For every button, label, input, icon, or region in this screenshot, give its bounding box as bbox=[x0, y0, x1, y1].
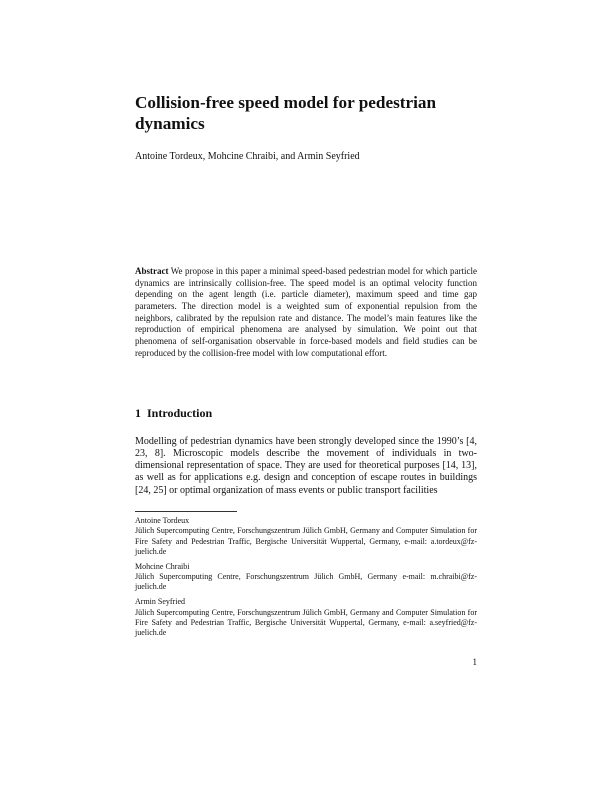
footnote-author bbox=[135, 597, 477, 638]
page-number: 1 bbox=[472, 657, 477, 667]
abstract-text: We propose in this paper a minimal speed-based pedestrian model for which particle dynamics are intrinsically collision-free. The speed model is an optimal velocity function depending on the agent length (i.e. particle diameter), maximum speed and time gap parameters. The direction model is a weighted sum of exponential repulsion from the neighbors, calibrated by the repulsion rate and distance. The model’s main features like the reproduction of empirical phenomena are analysed by simulation. We point out that phenomena of self-organisation observable in force-based models and field studies can be reproduced by the collision-free model with low computational effort. bbox=[135, 266, 477, 358]
footnote-author-affiliation: Jülich Supercomputing Centre, Forschungszentrum Jülich GmbH, Germany e-mail: m.chraibi@fz-juelich.de bbox=[135, 572, 477, 592]
footnote-author bbox=[135, 516, 477, 557]
footnote-author-name: Armin Seyfried bbox=[135, 597, 185, 607]
introduction-paragraph: Modelling of pedestrian dynamics have been strongly developed since the 1990’s [4, 23, 8]. Microscopic models describe the movement of individuals in two-dimensional representation of space. They are used for theoretical purposes [14, 13], as well as for applications e.g. design and conception of escape routes in buildings [24, 25] or optimal organization of mass events or public transport facilities bbox=[135, 436, 477, 496]
section-heading bbox=[135, 406, 477, 420]
footnote-author-name: Mohcine Chraibi bbox=[135, 561, 190, 571]
author-list: Antoine Tordeux, Mohcine Chraibi, and Armin Seyfried bbox=[135, 151, 360, 162]
footnote-author-affiliation: Jülich Supercomputing Centre, Forschungszentrum Jülich GmbH, Germany and Computer Simulation for Fire Safety and Pedestrian Traffic, Bergische Universität Wuppertal, Germany, e-mail: a.tordeux@fz-juelich.de bbox=[135, 526, 477, 556]
footnote-divider bbox=[135, 511, 237, 512]
abstract-label: Abstract bbox=[135, 266, 169, 276]
footnote-author-affiliation: Jülich Supercomputing Centre, Forschungszentrum Jülich GmbH, Germany and Computer Simulation for Fire Safety and Pedestrian Traffic, Bergische Universität Wuppertal, Germany, e-mail: a.seyfried@fz-juelich.de bbox=[135, 607, 477, 638]
paper-title: Collision-free speed model for pedestrian dynamics bbox=[135, 93, 437, 133]
footnote-author bbox=[135, 562, 477, 593]
section-title: Introduction bbox=[147, 406, 213, 420]
abstract bbox=[135, 266, 477, 359]
author-footnotes bbox=[135, 516, 477, 643]
footnote-author-name: Antoine Tordeux bbox=[135, 516, 190, 525]
section-number: 1 bbox=[135, 406, 141, 420]
